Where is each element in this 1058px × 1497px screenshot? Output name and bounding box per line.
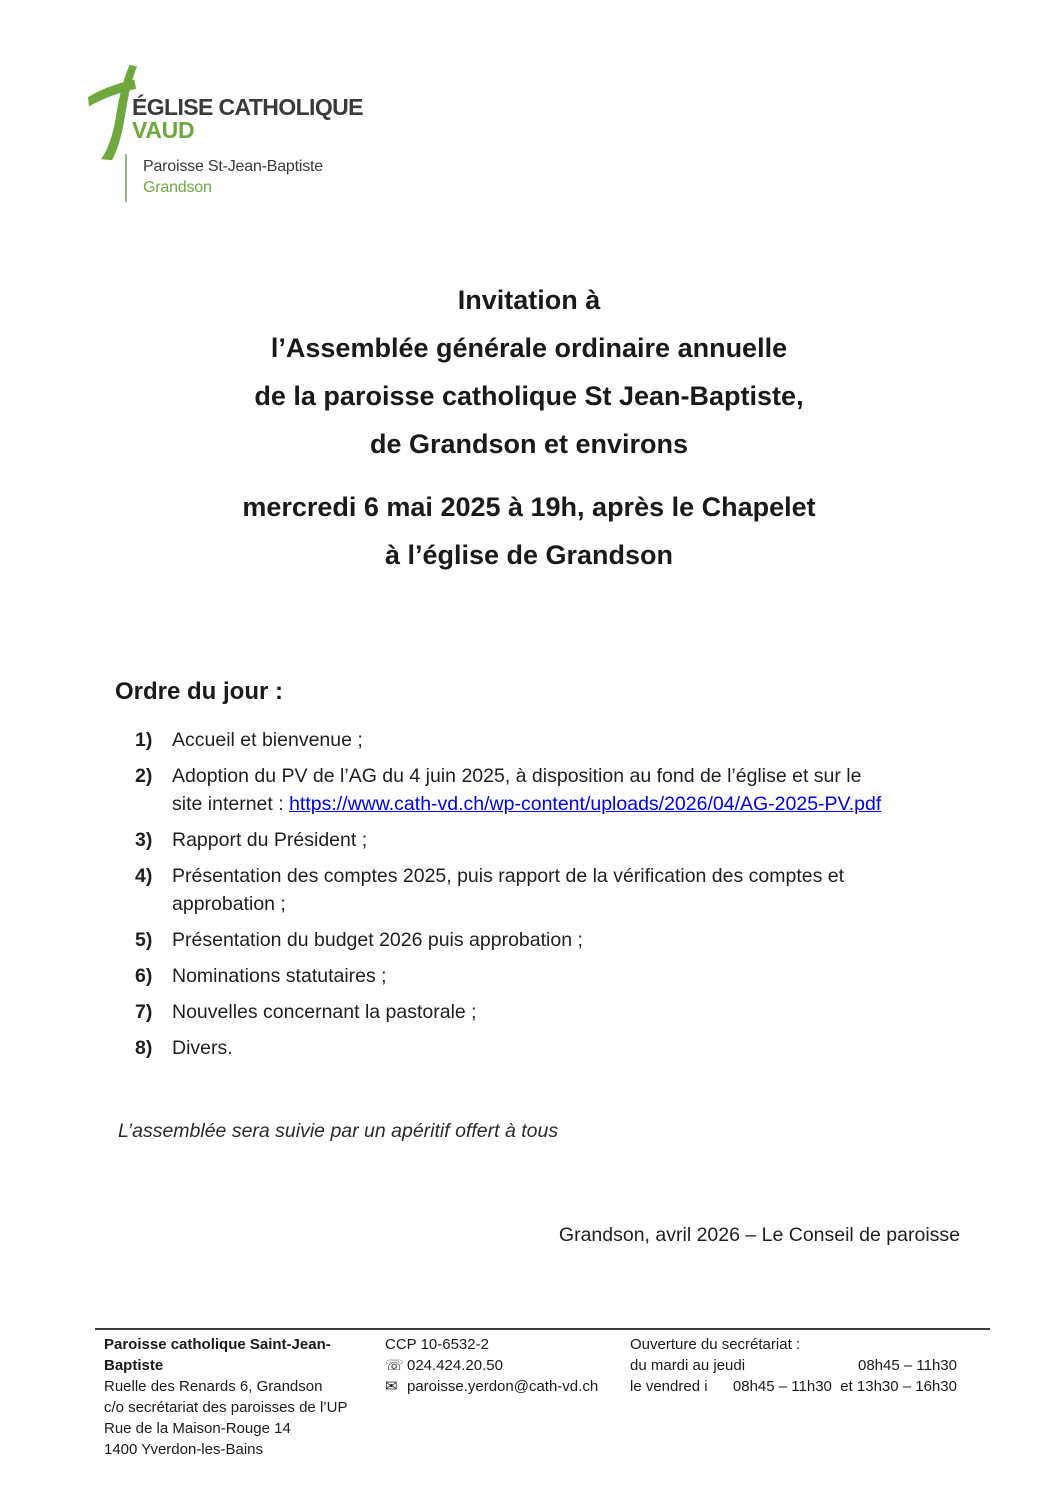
title-datetime: mercredi 6 mai 2025 à 19h, après le Chapelet [242,492,816,522]
agenda-item-number: 8) [135,1037,153,1059]
logo-org-name [132,96,363,142]
agenda-item-number: 1) [135,729,153,751]
aperitif-note: L’assemblée sera suivie par un apéritif offert à tous [118,1120,559,1142]
agenda-item-8 [135,1034,925,1062]
agenda-item-2-line1: Adoption du PV de l’AG du 4 juin 2025, à disposition au fond de l’église et sur le [172,765,862,787]
agenda-item-4 [135,862,925,918]
agenda-item-number: 3) [135,829,153,851]
footer-hours-block [630,1334,990,1460]
agenda-item-number: 6) [135,965,153,987]
footer-hours-row-2 [630,1376,957,1397]
agenda-item-7 [135,998,925,1026]
agenda-item-text: Rapport du Président ; [172,829,368,851]
title-location: à l’église de Grandson [384,540,674,570]
footer-phone-number: 024.424.20.50 [407,1357,503,1374]
agenda-list [135,726,925,1070]
agenda-heading: Ordre du jour : [115,678,283,705]
hours-days-label: du mardi au jeudi [630,1357,746,1374]
agenda-item-text: Nominations statutaires ; [172,965,387,987]
pv-pdf-link[interactable]: https://www.cath-vd.ch/wp-content/uploads/2026/04/AG-2025-PV.pdf [289,793,882,815]
footer-phone-row [385,1355,630,1376]
footer-hours-row-1 [630,1355,957,1376]
letterhead-footer [95,1328,990,1460]
agenda-item-4-line2: approbation ; [172,893,286,915]
agenda-item-number: 7) [135,1001,153,1023]
title-line-1: Invitation à [457,285,601,315]
agenda-item-3 [135,826,925,854]
green-cross-icon [88,62,138,162]
footer-parish-name: Paroisse catholique Saint-Jean-Baptiste [104,1336,331,1374]
agenda-item-5 [135,926,925,954]
footer-email-row [385,1376,630,1397]
envelope-icon: ✉ [385,1378,398,1395]
agenda-item-2 [135,762,925,818]
agenda-item-text: Accueil et bienvenue ; [172,729,363,751]
logo-org-line2: VAUD [132,117,195,143]
church-logo [88,60,418,210]
logo-parish-name: Paroisse St-Jean-Baptiste [143,158,323,175]
title-line-2: l’Assemblée générale ordinaire annuelle [270,333,788,363]
footer-address-line: c/o secrétariat des paroisses de l’UP [104,1399,348,1416]
logo-locality: Grandson [143,179,212,196]
footer-address-line: Ruelle des Renards 6, Grandson [104,1378,323,1395]
hours-time-range: 08h45 – 11h30 [858,1357,957,1374]
logo-org-line1: ÉGLISE CATHOLIQUE [132,94,363,120]
footer-address-line: Rue de la Maison-Rouge 14 [104,1420,291,1437]
agenda-item-text: Divers. [172,1037,233,1059]
agenda-item-1 [135,726,925,754]
hours-days-label: le vendred i [630,1378,708,1395]
title-line-3: de la paroisse catholique St Jean-Baptiste, [254,381,804,411]
agenda-item-text: Nouvelles concernant la pastorale ; [172,1001,477,1023]
footer-address-block [95,1334,385,1460]
telephone-icon: ☏ [385,1357,404,1374]
hours-time-range: 08h45 – 11h30 et 13h30 – 16h30 [732,1378,957,1395]
title-spacer [0,468,1058,483]
agenda-item-text: Présentation du budget 2026 puis approbation ; [172,929,583,951]
footer-hours-heading: Ouverture du secrétariat : [630,1336,801,1353]
agenda-item-2-line2: site internet : [172,793,290,815]
agenda-item-number: 5) [135,929,153,951]
invitation-title [0,276,1058,579]
agenda-item-number: 4) [135,865,153,887]
agenda-item-text [172,762,882,818]
footer-ccp: CCP 10-6532-2 [385,1336,489,1353]
agenda-item-number: 2) [135,765,153,787]
agenda-item-4-line1: Présentation des comptes 2025, puis rapport de la vérification des comptes et [172,865,845,887]
footer-contact-block [385,1334,630,1460]
footer-email-address: paroisse.yerdon@cath-vd.ch [407,1378,599,1395]
agenda-item-6 [135,962,925,990]
logo-parish-block [125,154,323,202]
agenda-item-text [172,862,882,918]
footer-address-line: 1400 Yverdon-les-Bains [104,1441,263,1458]
closing-signature: Grandson, avril 2026 – Le Conseil de paroisse [558,1224,960,1246]
title-line-4: de Grandson et environs [369,429,689,459]
